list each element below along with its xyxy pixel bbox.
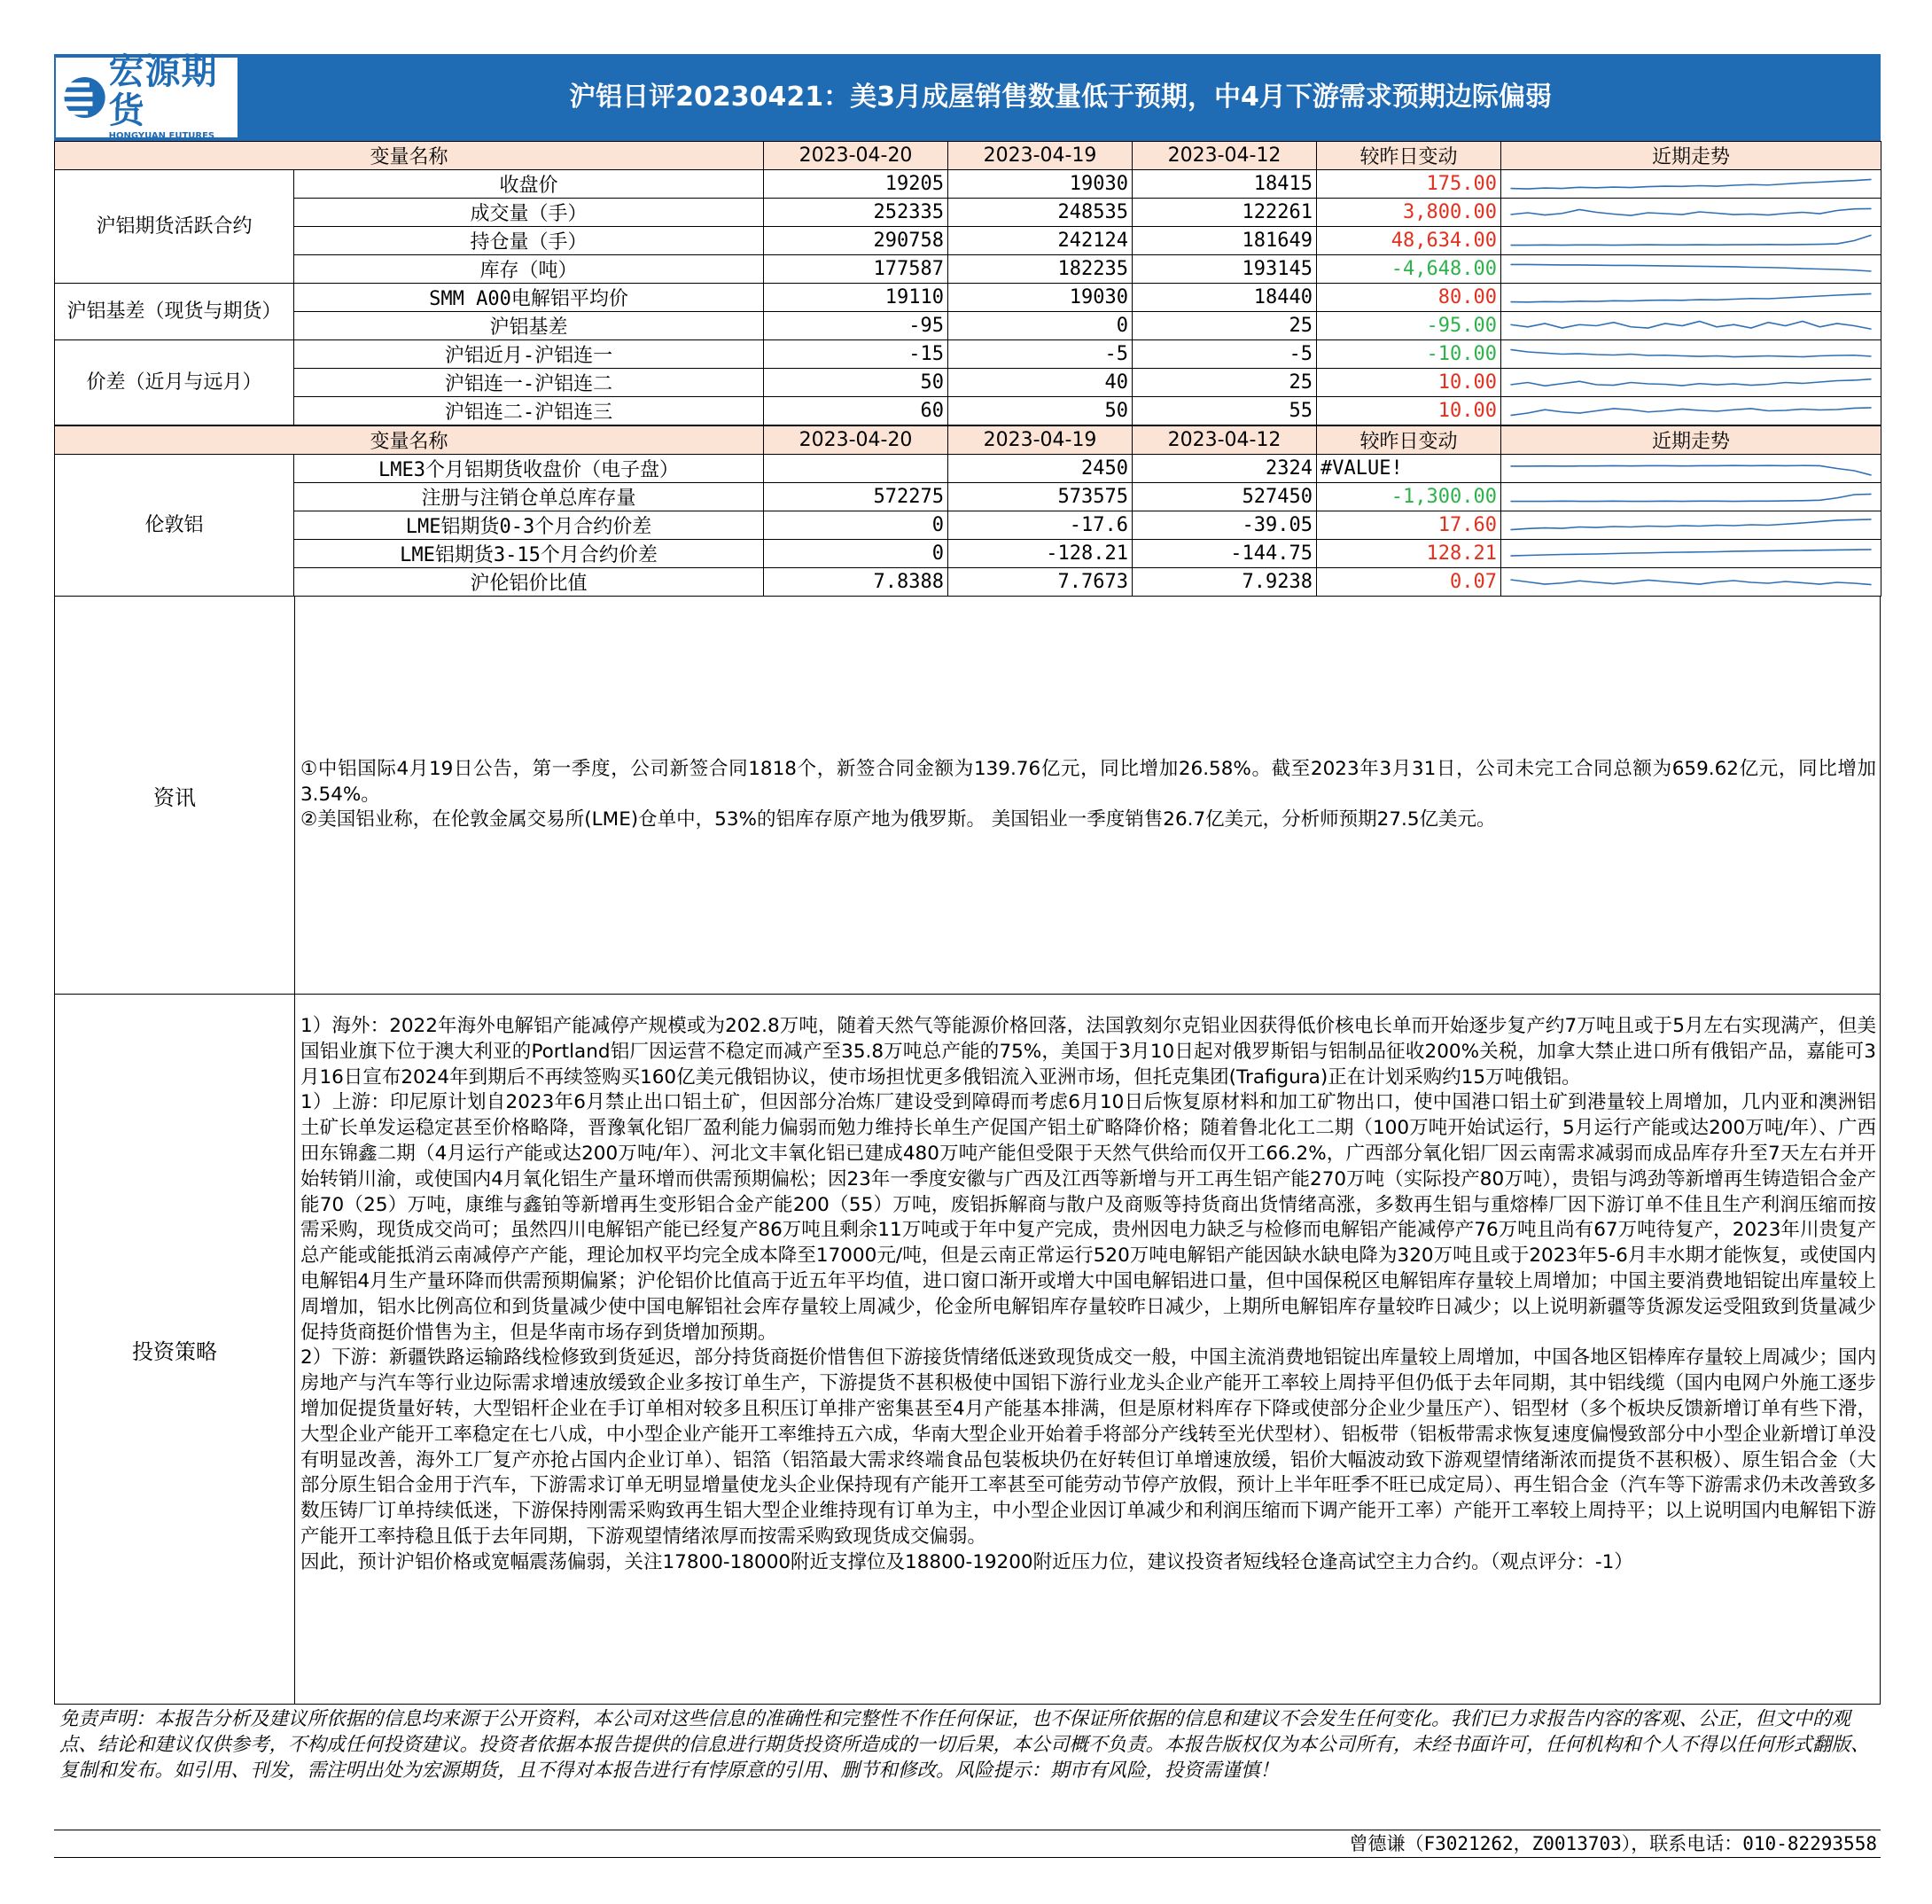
value-2023-04-20: 0 bbox=[764, 540, 948, 568]
table-row bbox=[55, 170, 1881, 199]
sparkline-chart bbox=[1503, 313, 1879, 339]
news-paragraph: ②美国铝业称，在伦敦金属交易所(LME)仓单中，53%的铝库存原产地为俄罗斯。 美国铝业一季度销售26.7亿美元，分析师预期27.5亿美元。 bbox=[300, 808, 1496, 831]
daily-change: 175.00 bbox=[1317, 170, 1501, 199]
variable-name: 沪铝基差 bbox=[294, 312, 764, 340]
value-2023-04-19: 19030 bbox=[948, 170, 1133, 199]
sparkline-line bbox=[1510, 264, 1871, 271]
variable-name: 注册与注销仓单总库存量 bbox=[294, 483, 764, 511]
group-label: 沪铝基差（现货与期货） bbox=[55, 284, 294, 340]
table-row bbox=[55, 483, 1881, 511]
sparkline-chart bbox=[1503, 285, 1879, 310]
daily-change: -4,648.00 bbox=[1317, 255, 1501, 284]
header-cell: 2023-04-20 bbox=[764, 142, 948, 170]
header-cell: 2023-04-12 bbox=[1133, 142, 1317, 170]
sparkline-line bbox=[1510, 179, 1871, 189]
table-row bbox=[55, 227, 1881, 255]
value-2023-04-12: 527450 bbox=[1133, 483, 1317, 511]
header-cell: 近期走势 bbox=[1501, 142, 1881, 170]
report-header bbox=[54, 51, 1881, 141]
value-2023-04-12: 25 bbox=[1133, 369, 1317, 397]
logo-english-name: HONGYUAN FUTURES bbox=[108, 131, 215, 141]
sparkline-line bbox=[1510, 235, 1871, 245]
variable-name: 持仓量（手） bbox=[294, 227, 764, 255]
sparkline-chart bbox=[1503, 370, 1879, 395]
analyst-contact: 曾德谦（F3021262，Z0013703），联系电话：010-82293558 bbox=[54, 1830, 1881, 1858]
value-2023-04-19: 40 bbox=[948, 369, 1133, 397]
news-text bbox=[295, 597, 1880, 994]
value-2023-04-19: 0 bbox=[948, 312, 1133, 340]
logo-emblem-icon bbox=[61, 66, 105, 129]
header-cell: 2023-04-12 bbox=[1133, 426, 1317, 455]
value-2023-04-20: 19110 bbox=[764, 284, 948, 312]
sparkline-chart bbox=[1503, 341, 1879, 367]
sparkline-line bbox=[1510, 349, 1871, 356]
sparkline-line bbox=[1510, 208, 1871, 215]
news-section bbox=[54, 597, 1881, 995]
value-2023-04-19: 242124 bbox=[948, 227, 1133, 255]
strategy-paragraph: 1）上游：印尼原计划自2023年6月禁止出口铝土矿，但因部分冶炼厂建设受到障碍而考虑6月10日后恢复原材料和加工矿物出口，使中国港口铝土矿到港量较上周增加，几内亚和澳洲铝土矿长单发运稳定甚至价格略降，晋豫氧化铝厂盈利能力偏弱而勉力维持长单生产促国产铝土矿略降价格；随着鲁北化工二期（100万吨开始试运行，5月运行产能或达200万吨/年）、广西田东锦鑫二期（4月运行产能或达200万吨/年）、河北文丰氧化铝已建成480万吨产能但受限于天然气供给而仅开工66.2%，广西部分氧化铝厂因云南需求减弱而成品库存升至7天左右并开始转销川渝，或使国内4月氧化铝生产量环增而供需预期偏松；因23年一季度安徽与广西及江西等新增与开工再生铝产能270万吨（实际投产80万吨），贵铝与鸿劲等新增再生铸造铝合金产能70（25）万吨，康维与鑫铂等新增再生变形铝合金产能200（55）万吨，废铝拆解商与散户及商贩等持货商出货情绪高涨，多数再生铝与重熔棒厂因下游订单不佳且生产利润压缩而按需采购，现货成交尚可；虽然四川电解铝产能已经复产86万吨且剩余11万吨或于年中复产完成，贵州因电力缺乏与检修而电解铝产能减停产76万吨且尚有67万吨待复产，2023年川贵复产总产能或能抵消云南减停产产能，理论加权平均完全成本降至17000元/吨，但是云南正常运行520万吨电解铝产能因缺水缺电降为320万吨且或于2023年5-6月丰水期才能恢复，或使国内电解铝4月生产量环降而供需预期偏紧；沪伦铝价比值高于近五年平均值，进口窗口渐开或增大中国电解铝进口量，但中国保税区电解铝库存量较上周增加；中国主要消费地铝锭出库量较上周增加，铝水比例高位和到货量减少使中国电解铝社会库存量较上周减少，伦金所电解铝库存量较昨日减少，上期所电解铝库存量较昨日减少；以上说明新疆等货源发运受阻致到货量减少促持货商挺价惜售为主，但是华南市场存到货增加预期。 bbox=[300, 1091, 1876, 1344]
sparkline-line bbox=[1510, 580, 1871, 585]
value-2023-04-19: 573575 bbox=[948, 483, 1133, 511]
trend-sparkline bbox=[1501, 312, 1881, 340]
sparkline-line bbox=[1510, 465, 1871, 475]
table-row bbox=[55, 340, 1881, 369]
table-row bbox=[55, 540, 1881, 568]
trend-sparkline bbox=[1501, 568, 1881, 597]
company-logo bbox=[56, 51, 238, 141]
strategy-text bbox=[295, 995, 1880, 1704]
variable-name: LME铝期货0-3个月合约价差 bbox=[294, 511, 764, 540]
table-row bbox=[55, 312, 1881, 340]
value-2023-04-12: 18415 bbox=[1133, 170, 1317, 199]
value-2023-04-20: 572275 bbox=[764, 483, 948, 511]
table-row bbox=[55, 568, 1881, 597]
value-2023-04-20: 60 bbox=[764, 397, 948, 425]
sparkline-line bbox=[1510, 379, 1871, 386]
value-2023-04-20: 177587 bbox=[764, 255, 948, 284]
daily-change: 48,634.00 bbox=[1317, 227, 1501, 255]
header-cell: 2023-04-19 bbox=[948, 426, 1133, 455]
daily-change: 10.00 bbox=[1317, 369, 1501, 397]
table-header-row bbox=[55, 142, 1881, 170]
value-2023-04-12: 7.9238 bbox=[1133, 568, 1317, 597]
value-2023-04-19: 50 bbox=[948, 397, 1133, 425]
sparkline-chart bbox=[1503, 398, 1879, 424]
report-title: 沪铝日评20230421：美3月成屋销售数量低于预期，中4月下游需求预期边际偏弱 bbox=[569, 82, 1552, 113]
value-2023-04-12: 2324 bbox=[1133, 455, 1317, 483]
value-2023-04-19: -128.21 bbox=[948, 540, 1133, 568]
variable-name: 库存（吨） bbox=[294, 255, 764, 284]
header-variable-name: 变量名称 bbox=[55, 426, 764, 455]
lme-data-table bbox=[54, 425, 1881, 597]
sparkline-chart bbox=[1503, 228, 1879, 254]
value-2023-04-20: 7.8388 bbox=[764, 568, 948, 597]
sparkline-chart bbox=[1503, 199, 1879, 225]
daily-change: 128.21 bbox=[1317, 540, 1501, 568]
variable-name: 沪铝连一-沪铝连二 bbox=[294, 369, 764, 397]
variable-name: 成交量（手） bbox=[294, 199, 764, 227]
strategy-paragraph: 1）海外：2022年海外电解铝产能减停产规模或为202.8万吨，随着天然气等能源价格回落，法国敦刻尔克铝业因获得低价核电长单而开始逐步复产约7万吨且或于5月左右实现满产，但美国铝业旗下位于澳大利亚的Portland铝厂因运营不稳定而减产至35.8万吨总产能的75%，美国于3月10日起对俄罗斯铝与铝制品征收200%关税，加拿大禁止进口所有俄铝产品，嘉能可3月16日宣布2024年到期后不再续签购买160亿美元俄铝协议，使市场担忧更多俄铝流入亚洲市场，但托克集团(Trafigura)正在计划采购约15万吨俄铝。 bbox=[300, 1015, 1876, 1089]
trend-sparkline bbox=[1501, 199, 1881, 227]
value-2023-04-12: -5 bbox=[1133, 340, 1317, 369]
value-2023-04-19: 7.7673 bbox=[948, 568, 1133, 597]
header-cell: 2023-04-20 bbox=[764, 426, 948, 455]
trend-sparkline bbox=[1501, 340, 1881, 369]
value-2023-04-19: 248535 bbox=[948, 199, 1133, 227]
trend-sparkline bbox=[1501, 170, 1881, 199]
daily-change: -95.00 bbox=[1317, 312, 1501, 340]
value-2023-04-20: -15 bbox=[764, 340, 948, 369]
sparkline-chart bbox=[1503, 541, 1879, 566]
sparkline-chart bbox=[1503, 484, 1879, 510]
logo-chinese-name: 宏源期货 bbox=[108, 51, 218, 131]
sparkline-line bbox=[1510, 550, 1871, 556]
table-row bbox=[55, 397, 1881, 425]
value-2023-04-19: 19030 bbox=[948, 284, 1133, 312]
value-2023-04-12: 181649 bbox=[1133, 227, 1317, 255]
value-2023-04-12: -39.05 bbox=[1133, 511, 1317, 540]
value-2023-04-12: 193145 bbox=[1133, 255, 1317, 284]
trend-sparkline bbox=[1501, 397, 1881, 425]
variable-name: 沪铝连二-沪铝连三 bbox=[294, 397, 764, 425]
trend-sparkline bbox=[1501, 369, 1881, 397]
trend-sparkline bbox=[1501, 455, 1881, 483]
value-2023-04-20: 19205 bbox=[764, 170, 948, 199]
domestic-data-table bbox=[54, 141, 1881, 425]
variable-name: 沪铝近月-沪铝连一 bbox=[294, 340, 764, 369]
report-sheet bbox=[54, 51, 1881, 1858]
value-2023-04-12: 122261 bbox=[1133, 199, 1317, 227]
table-row bbox=[55, 455, 1881, 483]
value-2023-04-19: -17.6 bbox=[948, 511, 1133, 540]
value-2023-04-20: 290758 bbox=[764, 227, 948, 255]
table-row bbox=[55, 255, 1881, 284]
group-label: 沪铝期货活跃合约 bbox=[55, 170, 294, 284]
daily-change: 80.00 bbox=[1317, 284, 1501, 312]
sparkline-chart bbox=[1503, 569, 1879, 595]
group-label: 伦敦铝 bbox=[55, 455, 294, 597]
sparkline-line bbox=[1510, 293, 1871, 301]
value-2023-04-12: 55 bbox=[1133, 397, 1317, 425]
trend-sparkline bbox=[1501, 227, 1881, 255]
table-row bbox=[55, 199, 1881, 227]
trend-sparkline bbox=[1501, 255, 1881, 284]
value-2023-04-19: 2450 bbox=[948, 455, 1133, 483]
news-label: 资讯 bbox=[55, 597, 295, 994]
group-label: 价差（近月与远月） bbox=[55, 340, 294, 425]
sparkline-chart bbox=[1503, 256, 1879, 282]
header-cell: 较昨日变动 bbox=[1317, 142, 1501, 170]
sparkline-chart bbox=[1503, 456, 1879, 481]
variable-name: LME3个月铝期货收盘价（电子盘） bbox=[294, 455, 764, 483]
value-2023-04-20: 50 bbox=[764, 369, 948, 397]
value-2023-04-12: 25 bbox=[1133, 312, 1317, 340]
value-2023-04-20: 252335 bbox=[764, 199, 948, 227]
daily-change: 0.07 bbox=[1317, 568, 1501, 597]
strategy-paragraph: 2）下游：新疆铁路运输路线检修致到货延迟，部分持货商挺价惜售但下游接货情绪低迷致现货成交一般，中国主流消费地铝锭出库量较上周增加，中国各地区铝棒库存量较上周减少；国内房地产与汽车等行业边际需求增速放缓致企业多按订单生产，下游提货不甚积极使中国铝下游行业龙头企业产能开工率较上周持平但仍低于去年同期，其中铝线缆（国内电网户外施工逐步增加促提货量好转，大型铝杆企业在手订单相对较多且积压订单排产密集甚至4月产能基本排满，但是原材料库存下降或使部分企业少量压产）、铝型材（多个板块反馈新增订单有些下滑，大型企业产能开工率稳定在七八成，中小型企业产能开工率维持五六成，华南大型企业开始着手将部分产线转至光伏型材）、铝板带（铝板带需求恢复速度偏慢致部分中小型企业新增订单没有明显改善，海外工厂复产亦抢占国内企业订单）、铝箔（铝箔最大需求终端食品包装板块仍在好转但订单增速放缓，铝价大幅波动致下游观望情绪渐浓而提货不甚积极）、原生铝合金（大部分原生铝合金用于汽车，下游需求订单无明显增量使龙头企业保持现有产能开工率甚至可能劳动节停产放假，预计上半年旺季不旺已成定局）、再生铝合金（汽车等下游需求仍未改善致多数压铸厂订单持续低迷，下游保持刚需采购致再生铝大型企业维持现有订单为主，中小型企业因订单减少和利润压缩而下调产能开工率）产能开工率较上周持平；以上说明国内电解铝下游产能开工率持稳且低于去年同期，下游观望情绪浓厚而按需采购致现货成交偏弱。 bbox=[300, 1346, 1876, 1548]
value-2023-04-20: 0 bbox=[764, 511, 948, 540]
value-2023-04-19: 182235 bbox=[948, 255, 1133, 284]
daily-change: -1,300.00 bbox=[1317, 483, 1501, 511]
daily-change: #VALUE! bbox=[1317, 455, 1501, 483]
header-cell: 2023-04-19 bbox=[948, 142, 1133, 170]
sparkline-line bbox=[1510, 494, 1871, 501]
table-row bbox=[55, 369, 1881, 397]
table-header-row bbox=[55, 426, 1881, 455]
sparkline-chart bbox=[1503, 171, 1879, 197]
header-cell: 近期走势 bbox=[1501, 426, 1881, 455]
value-2023-04-20 bbox=[764, 455, 948, 483]
header-cell: 较昨日变动 bbox=[1317, 426, 1501, 455]
value-2023-04-12: -144.75 bbox=[1133, 540, 1317, 568]
strategy-label: 投资策略 bbox=[55, 995, 295, 1704]
header-variable-name: 变量名称 bbox=[55, 142, 764, 170]
variable-name: 沪伦铝价比值 bbox=[294, 568, 764, 597]
variable-name: SMM A00电解铝平均价 bbox=[294, 284, 764, 312]
disclaimer: 免责声明：本报告分析及建议所依据的信息均来源于公开资料，本公司对这些信息的准确性和完整性不作任何保证，也不保证所依据的信息和建议不会发生任何变化。我们已力求报告内容的客观、公正，但文中的观点、结论和建议仅供参考，不构成任何投资建议。投资者依据本报告提供的信息进行期货投资所造成的一切后果，本公司概不负责。本报告版权仅为本公司所有，未经书面许可，任何机构和个人不得以任何形式翻版、复制和发布。如引用、刊发，需注明出处为宏源期货，且不得对本报告进行有悖原意的引用、删节和修改。风险提示：期市有风险，投资需谨慎！ bbox=[54, 1705, 1881, 1830]
trend-sparkline bbox=[1501, 540, 1881, 568]
table-row bbox=[55, 511, 1881, 540]
trend-sparkline bbox=[1501, 511, 1881, 540]
value-2023-04-12: 18440 bbox=[1133, 284, 1317, 312]
sparkline-chart bbox=[1503, 512, 1879, 538]
news-paragraph: ①中铝国际4月19日公告，第一季度，公司新签合同1818个，新签合同金额为139.76亿元，同比增加26.58%。截至2023年3月31日，公司未完工合同总额为659.62亿元，同比增加3.54%。 bbox=[300, 757, 1876, 806]
sparkline-line bbox=[1510, 408, 1871, 416]
trend-sparkline bbox=[1501, 483, 1881, 511]
table-row bbox=[55, 284, 1881, 312]
value-2023-04-19: -5 bbox=[948, 340, 1133, 369]
daily-change: 17.60 bbox=[1317, 511, 1501, 540]
sparkline-line bbox=[1510, 519, 1871, 530]
variable-name: LME铝期货3-15个月合约价差 bbox=[294, 540, 764, 568]
sparkline-line bbox=[1510, 321, 1871, 329]
strategy-paragraph: 因此，预计沪铝价格或宽幅震荡偏弱，关注17800-18000附近支撑位及18800-19200附近压力位，建议投资者短线轻仓逢高试空主力合约。（观点评分：-1） bbox=[300, 1550, 1633, 1573]
trend-sparkline bbox=[1501, 284, 1881, 312]
value-2023-04-20: -95 bbox=[764, 312, 948, 340]
daily-change: 10.00 bbox=[1317, 397, 1501, 425]
strategy-section bbox=[54, 995, 1881, 1705]
variable-name: 收盘价 bbox=[294, 170, 764, 199]
daily-change: 3,800.00 bbox=[1317, 199, 1501, 227]
daily-change: -10.00 bbox=[1317, 340, 1501, 369]
